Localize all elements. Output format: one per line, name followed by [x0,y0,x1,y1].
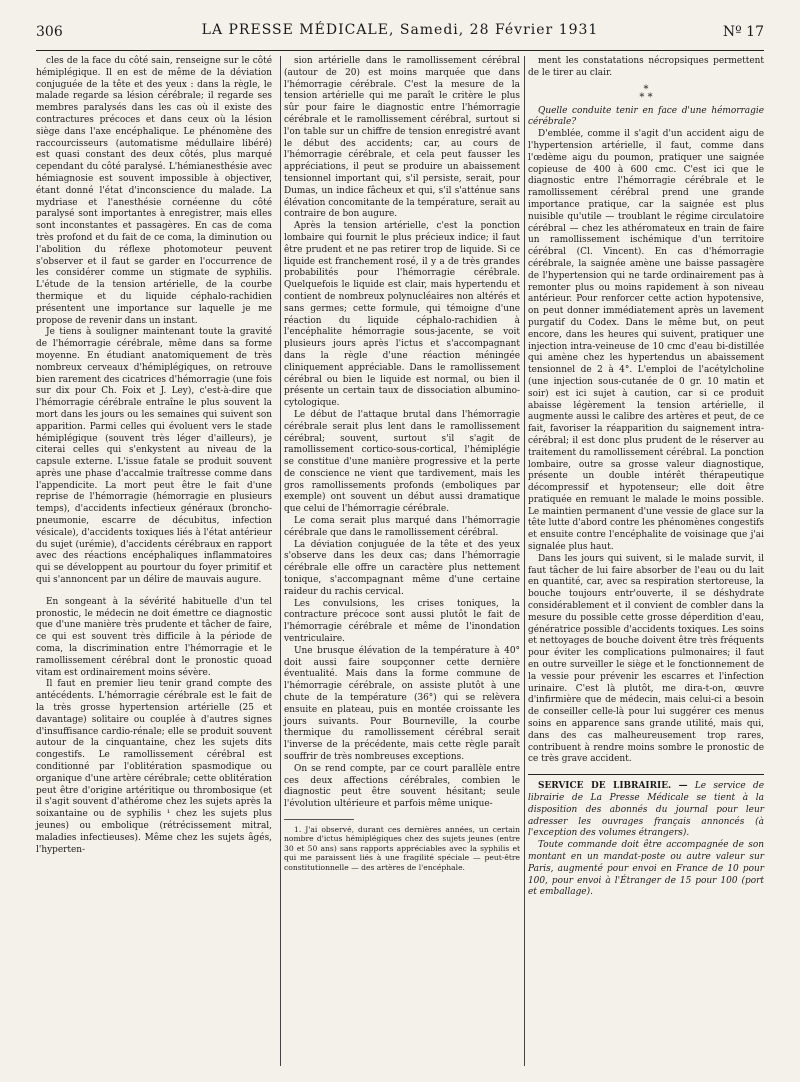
paragraph: Une brusque élévation de la température à 40° doit aussi faire soupçonner cette dernière éventualité. Mais dans la forme commune de l'hémorragie cérébrale, on assiste plutôt à une chute de la température (36°) qui se relèvera ensuite en plateau, puis en montée croissante les jours suivants. Pour Bourneville, la courbe thermique du ramollissement cérébral serait l'inverse de la précédente, mais cette règle paraît souffrir de très nombreuses exceptions. [284,645,520,763]
column-2 [284,56,520,872]
column-divider [280,56,281,1066]
notice-heading: SERVICE DE LIBRAIRIE. — [538,781,688,792]
paragraph: ment les constatations nécropsiques permettent de le tirer au clair. [528,56,764,78]
page-header [36,20,764,44]
paragraph: cles de la face du côté sain, renseigne sur le côté hémiplégique. Il en est de même de la déviation conjuguée de la tête et des yeux : dans la règle, le malade regarde sa lésion cérébrale; il regarde ses membres paralysés dans les cas où il existe des contractures précoces et dans ceux où la lésion siège dans l'axe encéphalique. Le phénomène des raccourcisseurs (automatisme médullaire libéré) est quasi constant des deux côtés, plus marqué cependant du côté paralysé. L'hémianesthésie avec hémiagnosie est souvent impossible à objectiver, étant donné l'état d'inconscience du malade. La mydriase et l'anesthésie cornéenne du côté paralysé sont importantes à enregistrer, mais elles sont inconstantes et passagères. En cas de coma très profond et du fait de ce coma, la diminution ou l'abolition du réflexe photomoteur peuvent s'observer et il faut se garder en l'occurrence de les considérer comme un stigmate de syphilis. L'étude de la tension artérielle, de la courbe thermique et du liquide céphalo-rachidien présentent une importance sur laquelle je me propose de revenir dans un instant. [36,56,272,326]
paragraph: Le coma serait plus marqué dans l'hémorragie cérébrale que dans le ramollissement cérébral. [284,516,520,538]
paragraph: D'emblée, comme il s'agit d'un accident aigu de l'hypertension artérielle, il faut, comme dans l'œdème aigu du poumon, pratiquer une saignée copieuse de 400 à 600 cmc. C'est ici que le diagnostic entre l'hémorragie cérébrale et le ramollissement cérébral prend une grande importance pratique, car la saignée est plus nuisible qu'utile — troublant le régime circulatoire cérébral — chez les athéromateux en train de faire un ramollissement ischémique d'un territoire cérébral (Cl. Vincent). En cas d'hémorragie cérébrale, la saignée amène une baisse passagère de l'hypertension qui ne tarde ordinairement pas à remonter plus ou moins rapidement à son niveau antérieur. Pour renforcer cette action hypotensive, on peut donner immédiatement après un lavement purgatif du Codex. Dans le même but, on peut encore, dans les heures qui suivent, pratiquer une injection intra-veineuse de 10 cmc d'eau bi-distillée qui amène chez les hypertendus un abaissement tensionnel de 2 à 4°. L'emploi de l'acétylcholine (une injection sous-cutanée de 0 gr. 10 matin et soir) est ici sujet à caution, car si ce produit abaisse légèrement la tension artérielle, il augmente aussi le calibre des artères et peut, de ce fait, favoriser la réapparition du saignement intra-cérébral; il est donc plus prudent de le réserver au traitement du ramollissement cérébral. La ponction lombaire, outre sa grosse valeur diagnostique, présente un double intérêt thérapeutique décompressif et hypotenseur; elle doit être pratiquée en remuant le malade le moins possible. Le maintien permanent d'une vessie de glace sur la tête lutte d'abord contre les phénomènes congestifs et ensuite contre l'encéphalite de voisinage que j'ai signalée plus haut. [528,129,764,553]
notice-text: Toute commande doit être accompagnée de son montant en un mandat-poste ou autre valeur sur Paris, augmenté pour envoi en France de 10 pour 100, pour envoi à l'Étranger de 15 pour 100 (port et emballage). [528,840,764,898]
paragraph: On se rend compte, par ce court parallèle entre ces deux affections cérébrales, combien le diagnostic peut être souvent hésitant; seule l'évolution ultérieure et parfois même unique- [284,763,520,810]
librairie-notice [528,781,764,899]
paragraph: Dans les jours qui suivent, si le malade survit, il faut tâcher de lui faire absorber de l'eau ou du lait en quantité, car, avec sa respiration stertoreuse, la bouche toujours entr'ouverte, il se déshydrate considérablement et il convient de combler dans la mesure du possible cette grosse déperdition d'eau, génératrice possible d'accidents toxiques. Les soins et nettoyages de bouche doivent être très fréquents pour éviter les complications pulmonaires; il faut en outre surveiller le siège et le fonctionnement de la vessie pour prévenir les escarres et l'infection urinaire. C'est là plutôt, me dira-t-on, œuvre d'infirmière que de médecin, mais celui-ci a besoin de conseiller celle-là pour lui suggérer ces menus soins en apparence sans grande utilité, mais qui, dans des cas malheureusement trop rares, contribuent à rendre moins sombre le pronostic de ce très grave accident. [528,553,764,765]
paragraph: Il faut en premier lieu tenir grand compte des antécédents. L'hémorragie cérébrale est le fait de la très grosse hypertension artérielle (25 et davantage) solitaire ou couplée à d'autres signes d'insuffisance cardio-rénale; elle se produit souvent autour de la cinquantaine, chez les sujets dits congestifs. Le ramollissement cérébral est conditionné par l'oblitération spasmodique ou organique d'une artère cérébrale; cette oblitération peut être d'origine artéritique ou thrombosique (et il s'agit souvent d'athérome chez les sujets après la soixantaine ou de syphilis ¹ chez les sujets plus jeunes) ou embolique (rétrécissement mitral, maladies infectieuses). Même chez les sujets âgés, l'hyperten- [36,679,272,855]
column-divider [524,56,525,1066]
column-3 [528,56,764,899]
paragraph: La déviation conjuguée de la tête et des yeux s'observe dans les deux cas; dans l'hémorragie cérébrale elle offre un caractère plus nettement tonique, s'accompagnant même d'une certaine raideur du rachis cervical. [284,539,520,597]
section-question: Quelle conduite tenir en face d'une hémorragie cérébrale? [528,105,764,128]
paragraph: Les convulsions, les crises toniques, la contracture précoce sont aussi plutôt le fait de l'hémorragie cérébrale et même de l'inondation ventriculaire. [284,598,520,645]
header-rule [36,50,764,51]
paragraph: Après la tension artérielle, c'est la ponction lombaire qui fournit le plus précieux indice; il faut être prudent et ne pas retirer trop de liquide. Si ce liquide est franchement rosé, il y a de très grandes probabilités pour l'hémorragie cérébrale. Quelquefois le liquide est clair, mais hypertendu et contient de nombreux polynucléaires non altérés et sans germes; cette formule, qui témoigne d'une réaction du liquide céphalo-rachidien à l'encéphalite hémorragie sous-jacente, se voit plusieurs jours après l'ictus et s'accompagnant dans la règle d'une réaction méningée cliniquement appréciable. Dans le ramollissement cérébral ou bien le liquide est normal, ou bien il présente un certain taux de dissociation albumino-cytologique. [284,221,520,409]
paragraph: En songeant à la sévérité habituelle d'un tel pronostic, le médecin ne doit émettre ce diagnostic que d'une manière très prudente et tâcher de faire, ce qui est souvent très difficile à la période de coma, la discrimination entre l'hémorragie et le ramollissement cérébral dont le pronostic quoad vitam est ordinairement moins sévère. [36,596,272,678]
footnote-rule [284,819,354,820]
paragraph: sion artérielle dans le ramollissement cérébral (autour de 20) est moins marquée que dans l'hémorragie cérébrale. C'est la mesure de la tension artérielle qui me paraît le critère le plus sûr pour faire le diagnostic entre l'hémorragie cérébrale et le ramollissement cérébral, surtout si l'on table sur un chiffre de tension enregistré avant le début des accidents; car, au cours de l'hémorragie cérébrale, et cela peut fausser les appréciations, il peut se produire un abaissement tensionnel important qui, s'il persiste, serait, pour Dumas, un indice fâcheux et qui, s'il s'atténue sans élévation concomitante de la température, serait au contraire de bon augure. [284,56,520,220]
journal-title: LA PRESSE MÉDICALE, Samedi, 28 Février 1931 [201,22,599,38]
notice-text: Le service de librairie de La Presse Médicale se tient à la disposition des abonnés du journal pour leur adresser les ouvrages français annoncés (à l'exception des volumes étrangers). [528,781,764,839]
box-rule [528,774,764,775]
paragraph: Je tiens à souligner maintenant toute la gravité de l'hémorragie cérébrale, même dans sa forme moyenne. En étudiant anatomiquement de très nombreux cerveaux d'hémiplégiques, on retrouve bien rarement des cicatrices d'hémorragie (une fois sur dix pour Ch. Foix et J. Ley), c'est-à-dire que l'hémorragie cérébrale entraîne le plus souvent la mort dans les jours ou les semaines qui suivent son apparition. Parmi celles qui évoluent vers le stade hémiplégique (souvent très léger d'ailleurs), je citerai celles qui s'enkystent au niveau de la capsule externe. L'issue fatale se produit souvent après une phase d'accalmie traîtresse comme dans l'appendicite. La mort peut être le fait d'une reprise de l'hémorragie (hémorragie en plusieurs temps), d'accidents infectieux généraux (broncho-pneumonie, escarre de décubitus, infection vésicale), d'accidents toxiques liés à l'état antérieur du sujet (urémie), d'accidents cérébraux en rapport avec des réactions encéphaliques inflammatoires qui se développent au pourtour du foyer primitif et qui s'annoncent par un délire de mauvais augure. [36,327,272,586]
column-1 [36,56,272,856]
issue-number: Nº 17 [722,24,764,40]
asterisk-separator: * * [639,91,653,103]
paragraph: Le début de l'attaque brutal dans l'hémorragie cérébrale serait plus lent dans le ramollissement cérébral; souvent, surtout s'il s'agit de ramollissement cortico-sous-cortical, l'hémiplégie se constitue d'une manière progressive et la perte de conscience ne vient que tardivement, mais les gros ramollissements profonds (emboliques par exemple) ont souvent un début aussi dramatique que celui de l'hémorragie cérébrale. [284,409,520,515]
footnote: 1. J'ai observé, durant ces dernières années, un certain nombre d'ictus hémiplégiques chez des sujets jeunes (entre 30 et 50 ans) sans rapports appréciables avec la syphilis et qui me paraissent liés à une fragilité spéciale — peut-être constitutionnelle — des artères de l'encéphale. [284,825,520,872]
asterisk-separator: * [643,83,649,95]
page-number: 306 [36,24,63,40]
